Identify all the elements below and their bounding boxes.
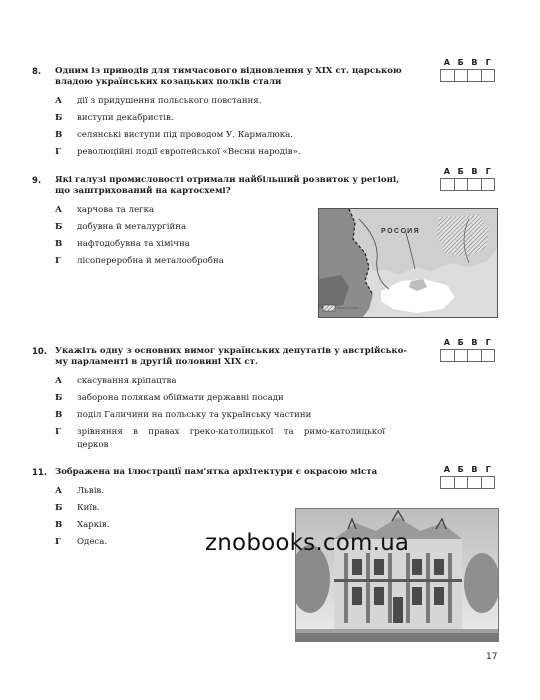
option-text: поділ Галичини на польську та українську частини [77, 410, 312, 420]
option-letter: Г [55, 147, 61, 157]
option-c [55, 410, 312, 421]
building-drawing [296, 509, 498, 641]
answer-grid-header [440, 338, 495, 347]
answer-box-c[interactable] [468, 477, 482, 488]
answer-box-d[interactable] [482, 70, 495, 81]
option-d [55, 256, 224, 267]
answer-letter: Б [457, 338, 464, 347]
option-text: селянські виступи під проводом У. Кармалюка. [77, 130, 293, 140]
answer-box-d[interactable] [482, 477, 495, 488]
option-text: скасування кріпацтва [77, 376, 177, 386]
option-c [55, 520, 110, 531]
option-a [55, 376, 177, 387]
option-letter: В [55, 520, 63, 530]
map-image [318, 208, 498, 318]
option-letter: Б [55, 113, 63, 123]
option-d [55, 537, 108, 548]
option-a [55, 486, 105, 497]
answer-box-a[interactable] [441, 179, 455, 190]
option-letter: А [55, 96, 62, 106]
answer-box-a[interactable] [441, 70, 455, 81]
answer-letter: В [471, 338, 478, 347]
answer-grid-10 [440, 338, 495, 362]
answer-box-a[interactable] [441, 350, 455, 361]
option-letter: Г [55, 537, 61, 547]
answer-letter: Б [457, 58, 464, 67]
option-text: нафтодобувна та хімічна [77, 239, 190, 249]
option-b [55, 113, 174, 124]
page-number: 17 [486, 652, 498, 662]
option-letter: Б [55, 503, 63, 513]
option-b [55, 222, 187, 233]
option-letter: А [55, 486, 62, 496]
answer-letter: Б [457, 167, 464, 176]
question-text [55, 66, 402, 87]
option-c [55, 130, 293, 141]
answer-letter: Г [485, 465, 491, 474]
option-c [55, 239, 190, 250]
answer-letter: В [471, 58, 478, 67]
option-letter: Г [55, 256, 61, 266]
option-text: Харків. [77, 520, 110, 530]
answer-letter: А [443, 338, 450, 347]
answer-box-c[interactable] [468, 70, 482, 81]
watermark: znobooks.com.ua [205, 530, 410, 556]
question-line: що заштрихований на картосхемі? [55, 185, 231, 196]
answer-box-b[interactable] [455, 350, 469, 361]
option-letter: В [55, 239, 63, 249]
option-text: лісопереробна й металообробна [77, 256, 224, 266]
answer-letter: А [443, 465, 450, 474]
answer-grid-9 [440, 167, 495, 191]
option-text: дії з придушення польського повстання. [77, 96, 262, 106]
option-letter: В [55, 130, 63, 140]
answer-grid-8 [440, 58, 495, 82]
option-b [55, 503, 100, 514]
answer-box-a[interactable] [441, 477, 455, 488]
answer-grid-11 [440, 465, 495, 489]
option-d [55, 427, 385, 438]
answer-grid-header [440, 167, 495, 176]
question-number: 10. [32, 347, 48, 357]
option-letter: В [55, 410, 63, 420]
answer-box-b[interactable] [455, 179, 469, 190]
question-line: Зображена на ілюстрації пам'ятка архітектури є окрасою міста [55, 467, 378, 477]
question-text [55, 346, 407, 367]
option-text: заборона полякам обіймати державні посади [77, 393, 284, 403]
answer-letter: А [443, 58, 450, 67]
answer-letter: В [471, 465, 478, 474]
option-text: революційні події європейської «Весни народів». [77, 147, 301, 157]
answer-letter: Г [485, 167, 491, 176]
option-a [55, 96, 262, 107]
question-text [55, 467, 377, 478]
option-b [55, 393, 284, 404]
question-number: 9. [32, 176, 42, 186]
option-text: Львів. [77, 486, 105, 496]
option-text: Одеса. [77, 537, 108, 547]
question-number: 11. [32, 468, 48, 478]
question-text [55, 175, 399, 196]
answer-letter: В [471, 167, 478, 176]
answer-box-b[interactable] [455, 70, 469, 81]
question-line: му парламенті в другій половині XIX ст. [55, 356, 258, 367]
option-letter: Г [55, 427, 61, 437]
option-text-continued: церков [77, 440, 109, 450]
question-line: Одним із приводів для тимчасового відновлення у XIX ст. царською [55, 66, 402, 76]
answer-box-c[interactable] [468, 179, 482, 190]
question-number: 8. [32, 67, 42, 77]
option-text: виступи декабристів. [77, 113, 174, 123]
answer-grid-header [440, 465, 495, 474]
map-drawing [319, 209, 497, 317]
map-label: РОССИЯ [381, 228, 421, 235]
option-text: харчова та легка [77, 205, 155, 215]
question-line: Укажіть одну з основних вимог українських депутатів у австрійсько- [55, 346, 407, 356]
question-line: Які галузі промисловості отримали найбільший розвиток у регіоні, [55, 175, 400, 185]
answer-box-c[interactable] [468, 350, 482, 361]
option-letter: Б [55, 393, 63, 403]
answer-letter: Г [485, 58, 491, 67]
answer-letter: Г [485, 338, 491, 347]
answer-letter: Б [457, 465, 464, 474]
answer-letter: А [443, 167, 450, 176]
question-line: владою українських козацьких полків стали [55, 76, 282, 87]
option-text: Київ. [77, 503, 100, 513]
answer-box-d[interactable] [482, 179, 495, 190]
answer-box-b[interactable] [455, 477, 469, 488]
answer-grid-header [440, 58, 495, 67]
option-a [55, 205, 155, 216]
answer-box-d[interactable] [482, 350, 495, 361]
building-photo [295, 508, 499, 642]
option-text: добувна й металургійна [77, 222, 187, 232]
option-letter: А [55, 205, 62, 215]
option-letter: А [55, 376, 62, 386]
option-text: зрівняння в правах греко-католицької та римо-католицької [77, 427, 385, 437]
option-letter: Б [55, 222, 63, 232]
option-d [55, 147, 301, 158]
